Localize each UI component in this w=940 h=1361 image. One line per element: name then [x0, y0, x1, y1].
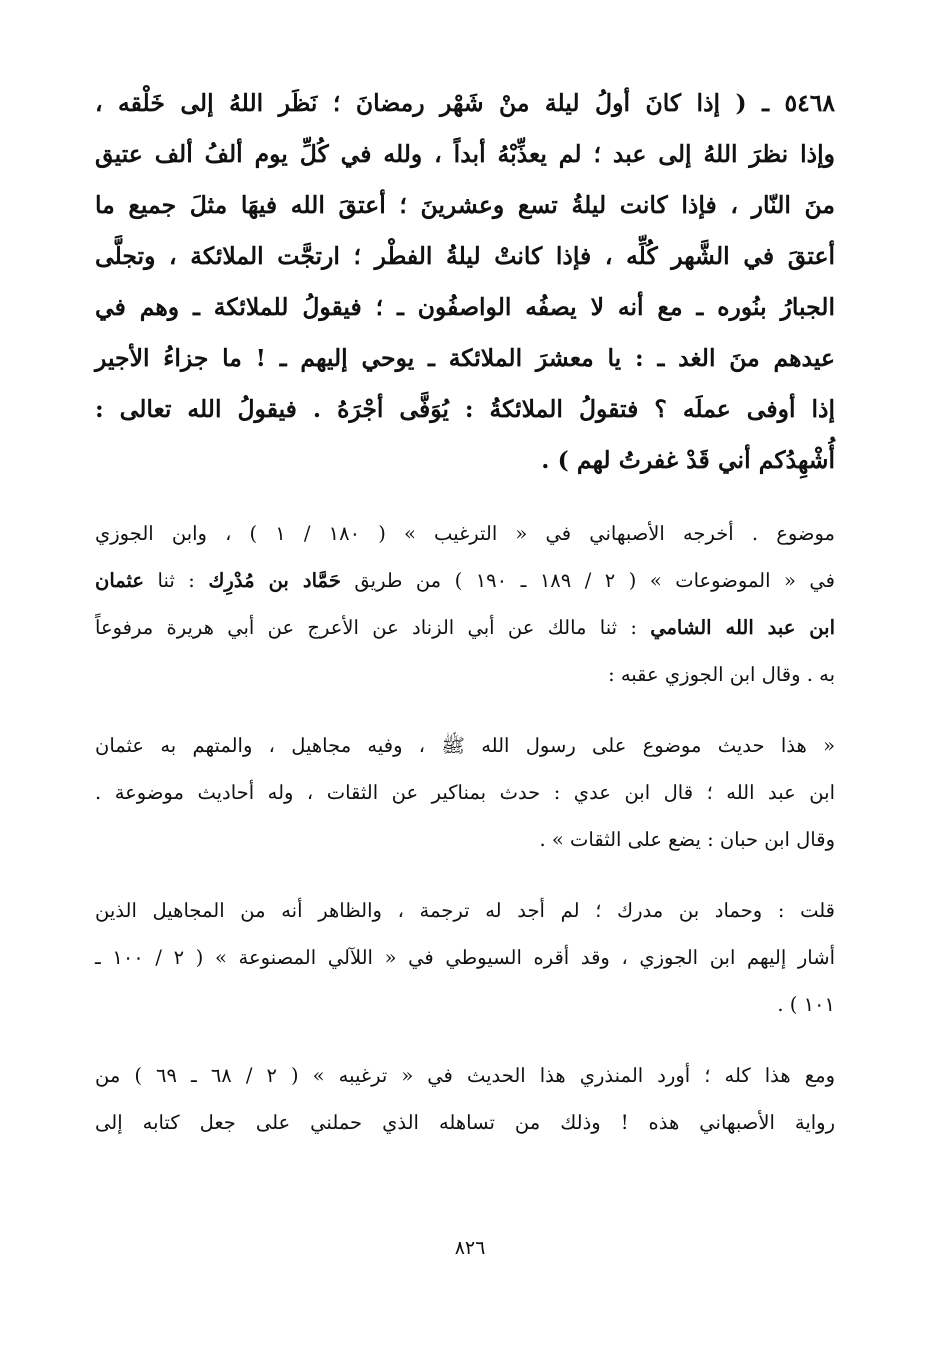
takhrij-text: : ثنا مالك عن أبي الزناد عن الأعرج عن أبي هريرة مرفوعاً: [95, 616, 651, 639]
takhrij-line: به . وقال ابن الجوزي عقبه :: [608, 663, 835, 686]
takhrij-text: في « الموضوعات » ( ٢ / ١٨٩ ـ ١٩٠ ) من طريق: [340, 569, 835, 592]
closing-line: ومع هذا كله ؛ أورد المنذري هذا الحديث في « ترغيبه » ( ٢ / ٦٨ ـ ٦٩ ) من: [95, 1064, 835, 1087]
hadith-line: الجبارُ بنُوره ـ مع أنه لا يصفُه الواصفُون ـ ؛ فيقولُ للملائكة ـ وهم في: [95, 293, 835, 321]
comment-paragraph: [95, 887, 835, 1028]
hadith-line: وإذا نظرَ اللهُ إلى عبد ؛ لم يعذِّبْهُ أبداً ، ولله في كُلِّ يوم ألفُ ألف عتيق: [95, 140, 835, 168]
narrator-name: حَمَّاد بن مُدْرِك: [208, 569, 341, 592]
takhrij-line: موضوع . أخرجه الأصبهاني في « الترغيب » ( ١٨٠ / ١ ) ، وابن الجوزي: [95, 522, 835, 545]
takhrij-text: : ثنا: [144, 569, 209, 592]
hadith-line: ٥٤٦٨ ـ ( إذا كانَ أولُ ليلة منْ شَهْر رمضانَ ؛ نَظَر اللهُ إلى خَلْقه ،: [95, 89, 835, 117]
page-number: ٨٢٦: [454, 1237, 486, 1259]
comment-line: قلت : وحماد بن مدرك ؛ لم أجد له ترجمة ، والظاهر أنه من المجاهيل الذين: [95, 899, 835, 922]
quote-line: وقال ابن حبان : يضع على الثقات » .: [539, 828, 835, 851]
hadith-line: عيدهم منَ الغد ـ : يا معشرَ الملائكة ـ يوحي إليهم ـ ! ما جزاءُ الأجير: [95, 344, 835, 372]
comment-line: أشار إليهم ابن الجوزي ، وقد أقره السيوطي في « اللآلي المصنوعة » ( ٢ / ١٠٠ ـ: [95, 946, 835, 969]
closing-line: رواية الأصبهاني هذه ! وذلك من تساهله الذي حملني على جعل كتابه إلى: [95, 1111, 835, 1134]
takhrij-line: [95, 604, 835, 651]
takhrij-paragraph: [95, 510, 835, 698]
narrator-name: ابن عبد الله الشامي: [650, 616, 835, 639]
comment-line: ١٠١ ) .: [777, 993, 835, 1016]
narrator-name: عثمان: [95, 569, 145, 592]
quote-line: « هذا حديث موضوع على رسول الله ﷺ ، وفيه مجاهيل ، والمتهم به عثمان: [95, 734, 835, 757]
hadith-line: أعتقَ في الشَّهر كُلِّه ، فإذا كانتْ ليلةُ الفطْر ؛ ارتجَّت الملائكة ، وتجلَّى: [95, 242, 835, 270]
hadith-line: منَ النّار ، فإذا كانت ليلةُ تسع وعشرينَ ؛ أعتقَ الله فيهَا مثلَ جميع ما: [95, 191, 835, 219]
hadith-line: إذا أوفى عملَه ؟ فتقولُ الملائكةُ : يُوَفَّى أجْرَهُ . فيقولُ الله تعالى :: [95, 395, 835, 423]
page-body: [95, 78, 835, 1170]
hadith-text: [95, 78, 835, 486]
hadith-line: أُشْهِدُكم أني قَدْ غفرتُ لهم ) .: [541, 446, 835, 474]
quote-paragraph: [95, 722, 835, 863]
quote-line: ابن عبد الله ؛ قال ابن عدي : حدث بمناكير عن الثقات ، وله أحاديث موضوعة .: [95, 781, 835, 804]
takhrij-line: [95, 557, 835, 604]
closing-paragraph: [95, 1052, 835, 1146]
